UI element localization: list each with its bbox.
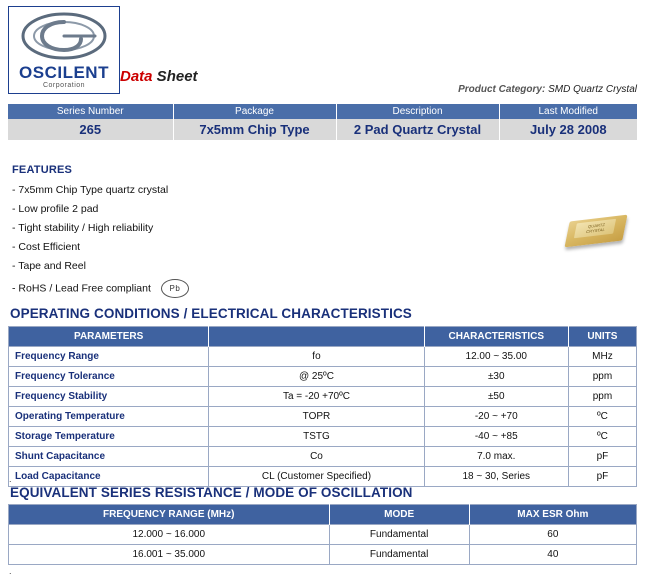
table-row <box>9 447 637 467</box>
spec-param: Storage Temperature <box>9 427 209 447</box>
spec-unit: pF <box>568 447 636 467</box>
spec-characteristic: 12.00 ~ 35.00 <box>424 347 568 367</box>
spec-condition: TSTG <box>209 427 424 447</box>
spec-param: Frequency Stability <box>9 387 209 407</box>
esr-mode: Fundamental <box>329 545 469 565</box>
spec-param: Shunt Capacitance <box>9 447 209 467</box>
spec-characteristic: ±30 <box>424 367 568 387</box>
table-row <box>9 545 637 565</box>
logo-subtext: Corporation <box>42 82 86 89</box>
table-row <box>9 367 637 387</box>
bullet-mark: . <box>9 474 12 484</box>
operating-conditions-table <box>8 326 637 487</box>
table-row <box>9 387 637 407</box>
page-header <box>0 0 645 100</box>
spec-characteristic: ±50 <box>424 387 568 407</box>
spec-characteristic: 18 ~ 30, Series <box>424 467 568 487</box>
esr-range: 16.001 ~ 35.000 <box>9 545 330 565</box>
table-row <box>9 467 637 487</box>
table-row <box>9 505 637 525</box>
table-row <box>9 525 637 545</box>
page-title <box>120 68 198 85</box>
summary-value-package: 7x5mm Chip Type <box>173 119 336 140</box>
features-section <box>12 164 332 305</box>
spec-unit: MHz <box>568 347 636 367</box>
list-item: - Low profile 2 pad <box>12 203 99 215</box>
summary-header-modified: Last Modified <box>499 104 637 119</box>
spec-characteristic: -20 ~ +70 <box>424 407 568 427</box>
spec-param: Load Capacitance <box>9 467 209 487</box>
spec-characteristic: -40 ~ +85 <box>424 427 568 447</box>
spec-condition: CL (Customer Specified) <box>209 467 424 487</box>
swirl-icon <box>9 7 119 65</box>
esr-range: 12.000 ~ 16.000 <box>9 525 330 545</box>
table-row <box>9 407 637 427</box>
company-logo <box>8 6 120 94</box>
table-row <box>9 427 637 447</box>
page-title-data: Data <box>120 68 153 85</box>
bullet-mark: . <box>9 566 12 576</box>
spec-unit: ºC <box>568 427 636 447</box>
esr-value: 40 <box>469 545 636 565</box>
table-row <box>8 119 637 140</box>
spec-param: Frequency Range <box>9 347 209 367</box>
page-title-sheet: Sheet <box>152 68 198 85</box>
features-heading: FEATURES <box>12 164 73 176</box>
product-category-value: SMD Quartz Crystal <box>548 84 637 95</box>
esr-header-mode: MODE <box>329 505 469 525</box>
esr-header-range: FREQUENCY RANGE (MHz) <box>9 505 330 525</box>
spec-unit: pF <box>568 467 636 487</box>
logo-wordmark: OSCILENT <box>19 63 109 82</box>
spec-condition: @ 25ºC <box>209 367 424 387</box>
features-list <box>12 184 332 298</box>
spec-header-blank <box>209 327 424 347</box>
summary-value-description: 2 Pad Quartz Crystal <box>336 119 499 140</box>
esr-mode: Fundamental <box>329 525 469 545</box>
summary-header-series: Series Number <box>8 104 173 119</box>
spec-condition: fo <box>209 347 424 367</box>
spec-unit: ºC <box>568 407 636 427</box>
spec-header-characteristics: CHARACTERISTICS <box>424 327 568 347</box>
operating-conditions-heading: OPERATING CONDITIONS / ELECTRICAL CHARACTERISTICS <box>10 306 412 321</box>
summary-value-series: 265 <box>8 119 173 140</box>
summary-value-modified: July 28 2008 <box>499 119 637 140</box>
spec-condition: TOPR <box>209 407 424 427</box>
list-item-label: - RoHS / Lead Free compliant <box>12 282 151 295</box>
spec-condition: Co <box>209 447 424 467</box>
summary-table <box>8 104 637 140</box>
list-item: - Tight stability / High reliability <box>12 222 154 234</box>
esr-value: 60 <box>469 525 636 545</box>
list-item <box>12 279 332 298</box>
spec-condition: Ta = -20 +70ºC <box>209 387 424 407</box>
spec-characteristic: 7.0 max. <box>424 447 568 467</box>
spec-header-parameters: PARAMETERS <box>9 327 209 347</box>
list-item: - Cost Efficient <box>12 241 81 253</box>
table-row <box>9 327 637 347</box>
spec-param: Operating Temperature <box>9 407 209 427</box>
summary-header-description: Description <box>336 104 499 119</box>
product-photo-label: QUARTZ CRYSTAL <box>585 222 606 235</box>
list-item: - 7x5mm Chip Type quartz crystal <box>12 184 169 196</box>
table-row <box>8 104 637 119</box>
spec-unit: ppm <box>568 367 636 387</box>
product-photo <box>566 212 628 252</box>
lead-free-icon: Pb <box>161 279 189 298</box>
product-category-label: Product Category: <box>458 84 546 95</box>
spec-header-units: UNITS <box>568 327 636 347</box>
product-category <box>458 84 637 95</box>
table-row <box>9 347 637 367</box>
list-item: - Tape and Reel <box>12 260 86 272</box>
spec-param: Frequency Tolerance <box>9 367 209 387</box>
spec-unit: ppm <box>568 387 636 407</box>
summary-header-package: Package <box>173 104 336 119</box>
esr-header-maxesr: MAX ESR Ohm <box>469 505 636 525</box>
esr-heading: EQUIVALENT SERIES RESISTANCE / MODE OF OSCILLATION <box>10 485 413 500</box>
esr-table <box>8 504 637 565</box>
